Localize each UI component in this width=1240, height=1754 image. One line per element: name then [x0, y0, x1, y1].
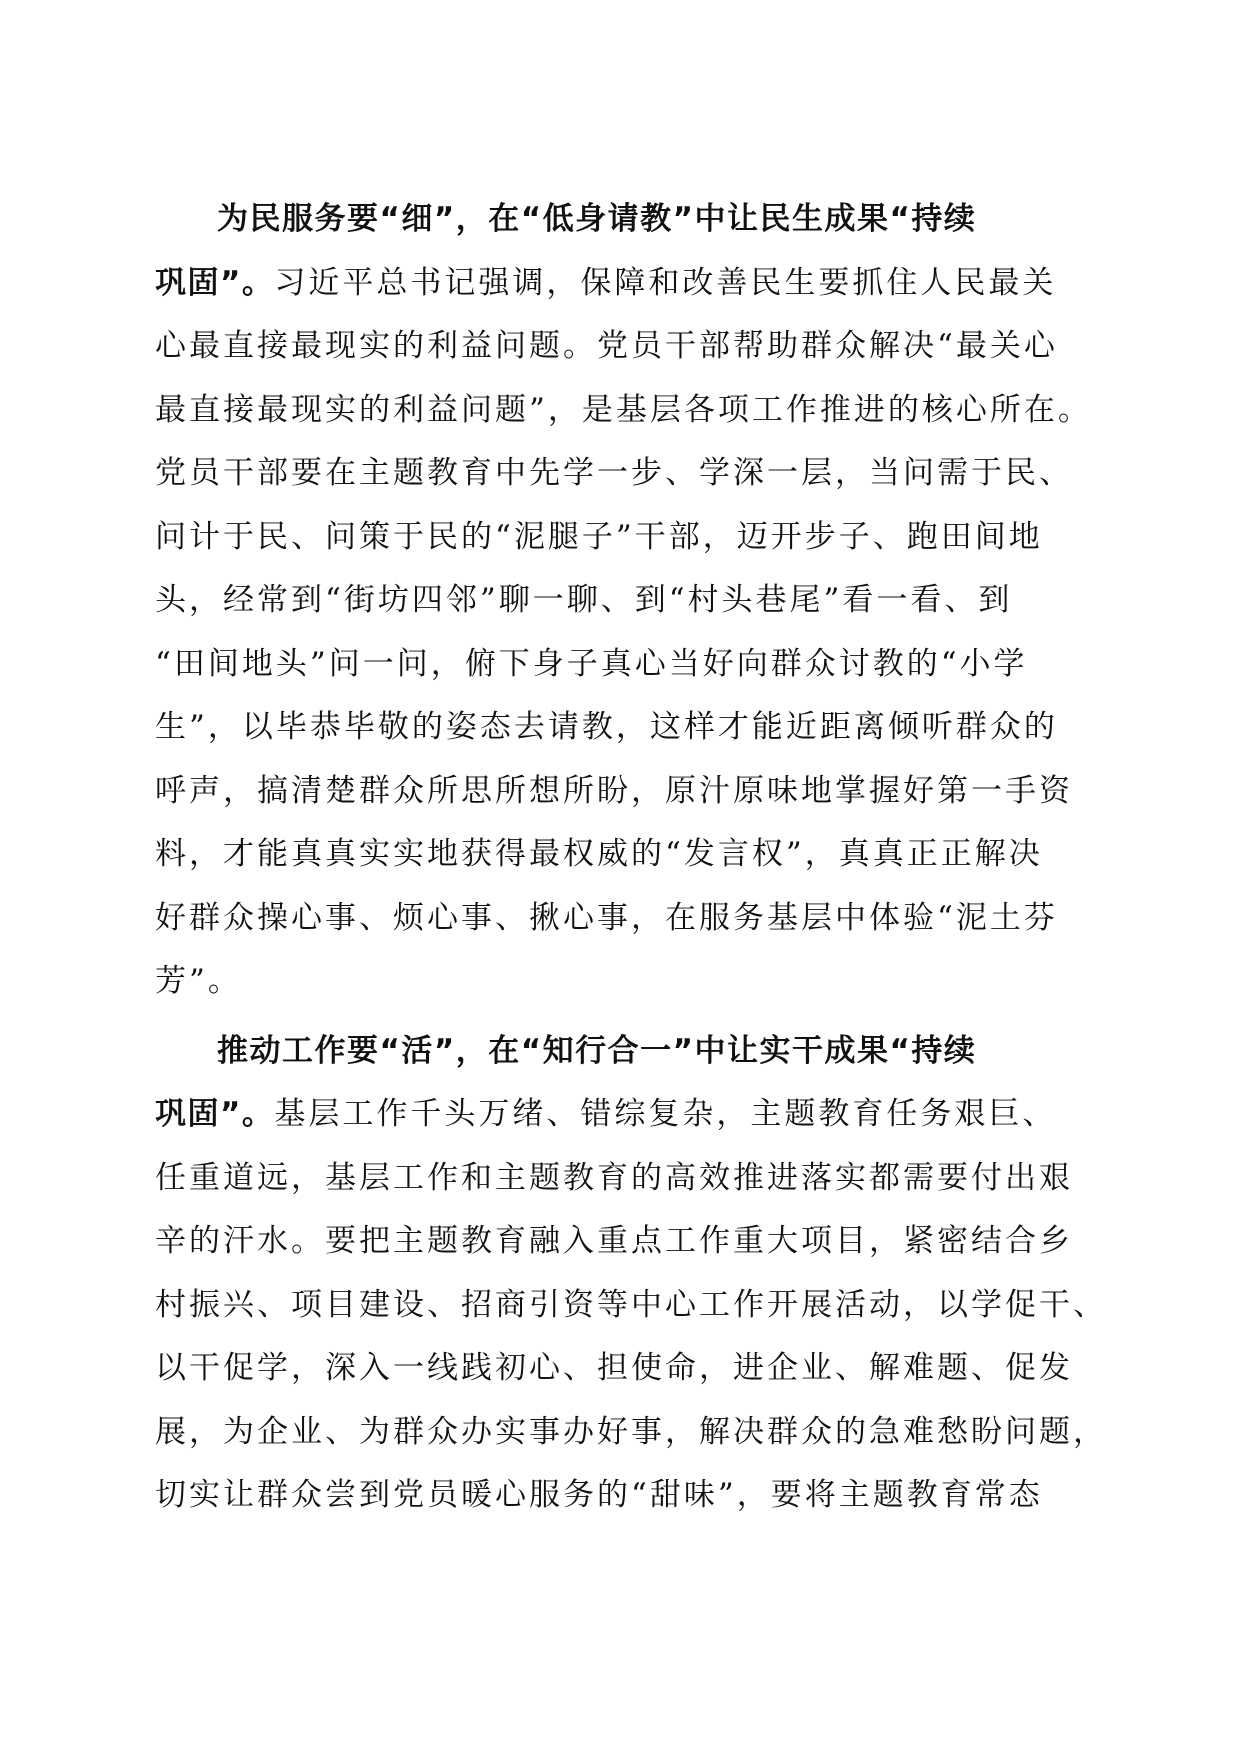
text-line: [155, 1083, 1085, 1147]
text-line: 党员干部要在主题教育中先学一步、学深一层，当问需于民、: [155, 455, 1073, 491]
text-line: 以干促学，深入一线践初心、担使命，进企业、解难题、促发: [155, 1350, 1073, 1386]
text-line: 村振兴、项目建设、招商引资等中心工作开展活动，以学促干、: [155, 1286, 1107, 1323]
paragraph-heading: 为民服务要“细”，在“低身请教”中让民生成果“持续: [217, 201, 977, 237]
paragraph-1: [155, 188, 1092, 1014]
text-line: 好群众操心事、烦心事、揪心事，在服务基层中体验“泥土芬: [155, 899, 1058, 936]
text-line: 芳”。: [155, 963, 242, 999]
document-body: [155, 188, 1107, 1528]
paragraph-heading-end: 巩固”。: [155, 1096, 275, 1132]
text-line: “田间地头”问一问，俯下身子真心当好向群众讨教的“小学: [155, 645, 1028, 682]
text-line: 料，才能真真实实地获得最权威的“发言权”，真真正正解决: [155, 836, 1043, 872]
text-line: 心最直接最现实的利益问题。党员干部帮助群众解决“最关心: [155, 328, 1058, 364]
text-line: [155, 252, 1085, 316]
text-line: 切实让群众尝到党员暖心服务的“甜味”，要将主题教育常态: [155, 1477, 1043, 1513]
paragraph-heading-end: 巩固”。: [155, 264, 275, 301]
text-span: 基层工作千头万绪、错综复杂，主题教育任务艰巨、: [274, 1096, 1057, 1132]
text-line: 任重道远，基层工作和主题教育的高效推进落实都需要付出艰: [155, 1159, 1073, 1196]
text-line: 辛的汗水。要把主题教育融入重点工作重大项目，紧密结合乡: [155, 1223, 1073, 1259]
text-line: 最直接最现实的利益问题”，是基层各项工作推进的核心所在。: [155, 391, 1092, 428]
paragraph-heading: 推动工作要“活”，在“知行合一”中让实干成果“持续: [217, 1032, 977, 1069]
text-line: 问计于民、问策于民的“泥腿子”干部，迈开步子、跑田间地: [155, 518, 1043, 555]
text-line: 展，为企业、为群众办实事办好事，解决群众的急难愁盼问题，: [155, 1413, 1107, 1450]
text-span: 习近平总书记强调，保障和改善民生要抓住人民最关: [274, 264, 1057, 301]
text-line: 生”，以毕恭毕敬的姿态去请教，这样才能近距离倾听群众的: [155, 709, 1058, 745]
paragraph-2: [155, 1020, 1107, 1528]
text-line: 呼声，搞清楚群众所思所想所盼，原汁原味地掌握好第一手资: [155, 772, 1073, 809]
text-line: 头，经常到“街坊四邻”聊一聊、到“村头巷尾”看一看、到: [155, 582, 1013, 618]
